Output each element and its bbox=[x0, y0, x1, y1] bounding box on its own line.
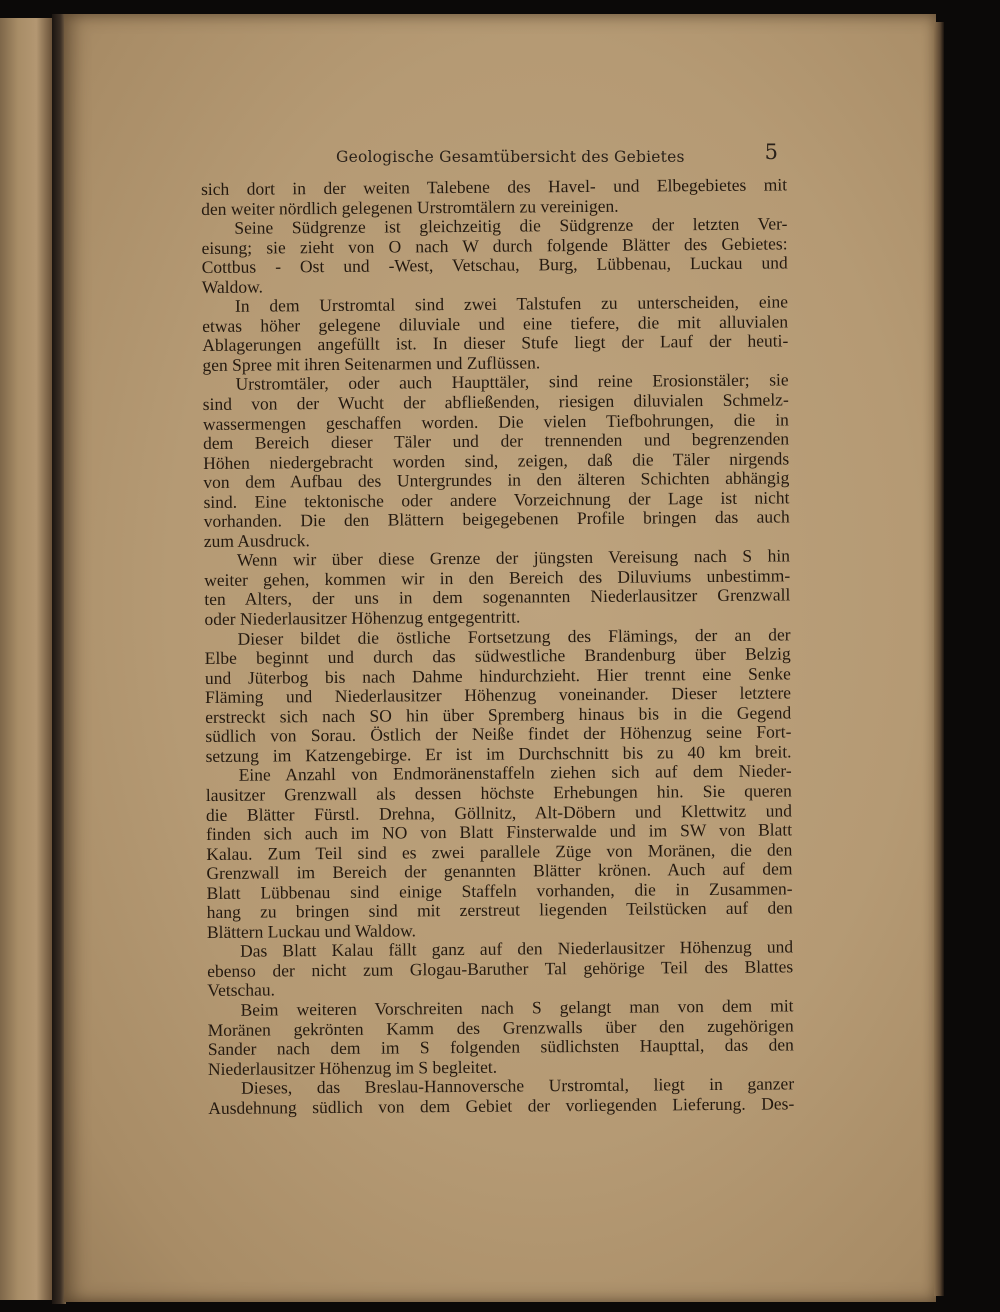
text-line: zum Ausdruck. bbox=[203, 530, 310, 551]
text-line: weiter gehen, kommen wir in den Bereich des Diluviums unbestimm- bbox=[204, 565, 791, 590]
page-header bbox=[270, 138, 790, 168]
text-line: hang zu bringen sind mit zerstreut liegenden Teilstücken auf den bbox=[206, 897, 793, 923]
text-line: Niederlausitzer Höhenzug im S begleitet. bbox=[207, 1056, 498, 1079]
text-line: In dem Urstromtal sind zwei Talstufen zu unterscheiden, eine bbox=[234, 291, 789, 317]
text-line: Fläming und Niederlausitzer Höhenzug voneinander. Dieser letztere bbox=[204, 682, 792, 708]
text-line: Moränen gekrönten Kamm des Grenzwalls über den zugehörigen bbox=[207, 1014, 794, 1040]
body-text bbox=[201, 175, 794, 1118]
text-line: eisung; sie zieht von O nach W durch folgende Blätter des Gebietes: bbox=[201, 233, 788, 258]
text-line: Dieser bildet die östliche Fortsetzung des Flämings, der an der bbox=[237, 623, 791, 649]
text-line: sind von der Wucht der abfließenden, riesigen diluvialen Schmelz- bbox=[202, 389, 789, 415]
text-line: und Jüterbog bis nach Dahme hindurchzieht. Hier trennt eine Senke bbox=[204, 663, 791, 688]
right-page-edge bbox=[934, 22, 944, 1296]
text-line: Ausdehnung südlich von dem Gebiet der vorliegenden Lieferung. Des- bbox=[208, 1093, 795, 1118]
text-line: die Blätter Fürstl. Drehna, Göllnitz, Alt-Döbern und Klettwitz und bbox=[205, 799, 793, 825]
text-line: finden sich auch im NO von Blatt Finsterwalde und im SW von Blatt bbox=[206, 819, 793, 845]
text-line: ebenso der nicht zum Glogau-Baruther Tal gehörige Teil des Blattes bbox=[207, 956, 794, 981]
text-line: Sander nach dem im S folgenden südlichsten Haupttal, das den bbox=[207, 1034, 794, 1060]
text-line: von dem Aufbau des Untergrundes in den älteren Schichten abhängig bbox=[203, 467, 790, 493]
text-line: Blättern Luckau und Waldow. bbox=[206, 920, 417, 942]
text-line: Elbe beginnt und durch das südwestliche Brandenburg über Belzig bbox=[204, 643, 791, 669]
text-line: Urstromtäler, oder auch Haupttäler, sind reine Erosionstäler; sie bbox=[235, 369, 789, 395]
text-line: Dieses, das Breslau-Hannoversche Urstromtal, liegt in ganzer bbox=[241, 1073, 795, 1098]
text-line: lausitzer Grenzwall als dessen höchste Erhebungen hin. Sie queren bbox=[205, 780, 792, 805]
text-line: oder Niederlausitzer Höhenzug entgegentritt. bbox=[204, 606, 521, 630]
text-line: Seine Südgrenze ist gleichzeitig die Südgrenze der letzten Ver- bbox=[234, 213, 788, 238]
left-page-edge bbox=[0, 18, 52, 1300]
text-line: den weiter nördlich gelegenen Urstromtälern zu vereinigen. bbox=[201, 195, 619, 219]
text-line: erstreckt sich nach SO hin über Spremberg hinaus bis in die Gegend bbox=[205, 702, 792, 727]
text-line: dem Bereich dieser Täler und der trennenden und begrenzenden bbox=[202, 428, 790, 454]
text-line: Blatt Lübbenau sind einige Staffeln vorhanden, die in Zusammen- bbox=[206, 878, 793, 903]
text-line: Waldow. bbox=[201, 276, 264, 297]
text-line: Höhen niedergebracht worden sind, zeigen, daß die Täler nirgends bbox=[203, 448, 790, 473]
text-line: etwas höher gelegene diluviale und eine tiefere, die mit alluvialen bbox=[202, 311, 789, 336]
text-line: ten Alters, der uns in dem sogenannten Niederlausitzer Grenzwall bbox=[204, 584, 791, 610]
text-line: Vetschau. bbox=[207, 979, 276, 1001]
text-line: sich dort in der weiten Talebene des Havel- und Elbegebietes mit bbox=[200, 174, 788, 199]
text-line: Ablagerungen angefüllt ist. In dieser Stufe liegt der Lauf der heuti- bbox=[202, 330, 789, 356]
text-line: Wenn wir über diese Grenze der jüngsten Vereisung nach S hin bbox=[236, 545, 791, 571]
text-line: Das Blatt Kalau fällt ganz auf den Niederlausitzer Höhenzug und bbox=[239, 936, 794, 962]
text-line: Grenzwall im Bereich der genannten Blätter krönen. Auch auf dem bbox=[206, 858, 793, 884]
text-line: gen Spree mit ihren Seitenarmen und Zuflüssen. bbox=[202, 352, 541, 375]
page-number: 5 bbox=[764, 140, 778, 164]
text-line: südlich von Sorau. Östlich der Neiße findet der Höhenzug seine Fort- bbox=[205, 721, 792, 747]
text-line: Kalau. Zum Teil sind es zwei parallele Züge von Moränen, die den bbox=[206, 838, 793, 864]
text-line: Eine Anzahl von Endmoränenstaffeln ziehen sich auf dem Nieder- bbox=[238, 760, 792, 786]
running-title: Geologische Gesamtübersicht des Gebietes bbox=[336, 148, 685, 166]
text-line: Beim weiteren Vorschreiten nach S gelangt man von dem mit bbox=[240, 995, 794, 1020]
text-line: Cottbus - Ost und -West, Vetschau, Burg, Lübbenau, Luckau und bbox=[201, 252, 788, 278]
text-line: vorhanden. Die den Blättern beigegebenen Profile bringen das auch bbox=[203, 506, 790, 532]
text-line: setzung im Katzengebirge. Er ist im Durchschnitt bis zu 40 km breit. bbox=[205, 741, 792, 766]
text-line: wassermengen geschaffen worden. Die vielen Tiefbohrungen, die in bbox=[202, 408, 789, 434]
text-line: sind. Eine tektonische oder andere Vorzeichnung der Lage ist nicht bbox=[203, 487, 790, 512]
